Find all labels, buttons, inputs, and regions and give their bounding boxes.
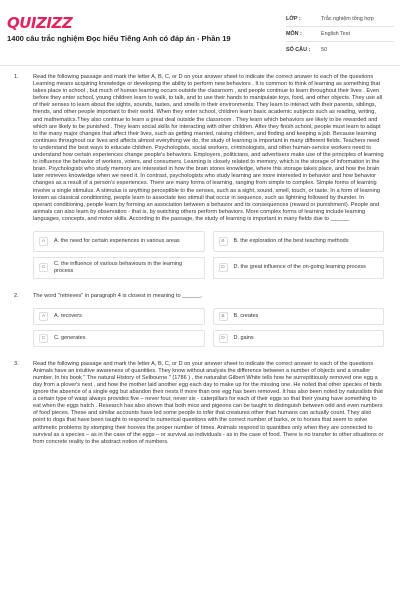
option-letter: B	[219, 237, 228, 246]
meta-row-subject	[286, 27, 394, 42]
option-b[interactable]	[213, 231, 385, 252]
option-letter: D	[219, 263, 228, 272]
question-3	[0, 361, 400, 446]
question-number: 2.	[14, 292, 19, 299]
meta-key: MÔN :	[286, 31, 302, 37]
question-text: Read the following passage and mark the letter A, B, C, or D on your answer sheet to indicate the correct answer to each of the questions Animals have an intuitive awareness of quantities. They know without analysis the difference between a number of objects and a smaller number. In his book " The natural History of Selbourne " (1786 ) , the naturalist Gilbert White tells how he surreptitiously removed one egg a day from a plover's nest , and how the mother laid another egg each day to make up for the missing one. He noted that other species of birds ignore the absence of a single egg but abandon their nests if more than one egg has been removed. It has also been noted by naturalists that a certain type of wasp always provides five – never four, never six - caterpillars for each of their eggs so that their young have something to eat when the eggs hatch . Research has also shown that both mice and pigeons can be taught to distinguish between odd and even numbers of food pieces. These and similar accounts have led some people to infer that creatures other than humans can actually count. They also point to dogs that have been taught to respond to numerical questions with the correct number of barks, or to horses that seem to solve arithmetic problems by stomping their hooves the proper number of times. Animals respond to quantities only when they are connected to survival as a species – as in the case of the eggs – or survival as individuals - as in the case of food. There is no transfer to other situations or from concrete reality to the abstract notion of numbers.	[33, 360, 384, 445]
option-text: D. the great influence of the on-going learning process	[233, 264, 366, 271]
option-letter: C	[39, 334, 48, 343]
option-text: B. creates	[233, 312, 259, 319]
question-number: 3.	[14, 360, 19, 367]
question-text: Read the following passage and mark the letter A, B, C, or D on your answer sheet to indicate the correct answer to each of the questions Learning means acquiring knowledge or developing the ability to perform new behaviors . It is common to think of learning as something that takes place in school , but much of human learning occurs outside the classroom , and people continue to learn throughout their lives . Even before they enter school, young children learn to walk, to talk, and to use their hands to manipulate toys, food, and other objects. They use all of their senses to learn about the sights, sounds, tastes, and smells in their environments. They learn to interact with their parents, siblings, friends, and other people important to their world. When they enter school, children learn basic academic subjects such as reading, writing, and mathematics.They also continue to learn a great deal outside the classroom . They learn which behaviors are likely to be rewarded and which are likely to be punished . They learn social skills for interacting with other children. After they finish school, people must learn to adapt to the many major changes that affect their lives, such as getting married, raising children, and finding and keeping a job. Because learning continues throughout our lives and affects almost everything we do, the study of learning is important in many different fields. Teachers need to understand the best ways to educate children. Psychologists, social workers, criminologists, and other human-service workers need to understand how certain experiences change people's behaviors. Employers, politicians, and advertisers make use of the principles of learning to influence the behavior of workers, voters, and consumers. Learning is closely related to memory, which is the storage of information in the brain. Psychologists who study memory are interested in how the brain stores knowledge, where this storage takes place, and how the brain later retrieves knowledge when we need it. In contrast, psychologists who study learning are more interested in behavior and how behavior changes as a result of a person's experiences. There are many forms of learning, ranging from simple to complex. Simple forms of learning involve a single stimulus. A stimulus is anything perceptible to the senses, such as a sight, sound, smell, touch, or taste. In a form of learning known as classical conditioning, people learn to associate two stimuli that occur in sequence, such as lightning followed by thunder. In operant conditioning, people learn by forming an association between a behavior and its consequences (reward or punishment). People and animals can also learn by observation - that is, by watching others perform behaviors. More complex forms of learning include learning languages, concepts, and motor skills. According to the passage, the study of learning is important in many fields due to ______	[33, 74, 384, 222]
option-text: C. generates	[54, 334, 86, 341]
meta-value: 50	[321, 46, 327, 53]
option-letter: A	[39, 312, 48, 321]
question-list	[0, 74, 400, 446]
question-number: 1.	[14, 74, 19, 80]
option-letter: C	[39, 263, 48, 272]
quizizz-logo: QUIZIZZ	[7, 14, 73, 32]
option-letter: A	[39, 237, 48, 246]
meta-key: SỐ CÂU :	[286, 46, 311, 53]
question-2	[0, 293, 400, 347]
option-d[interactable]	[213, 257, 385, 279]
question-text: The word "retrieves" in paragraph 4 is closest in meaning to ______.	[33, 292, 203, 299]
option-text: A. recovers	[54, 312, 82, 319]
option-d[interactable]	[213, 330, 385, 347]
meta-row-class	[286, 12, 394, 27]
option-c[interactable]	[33, 330, 205, 347]
option-letter: D	[219, 334, 228, 343]
option-c[interactable]	[33, 257, 205, 279]
option-text: C. the influence of various behaviours in the learning process	[54, 260, 183, 274]
question-1	[0, 74, 400, 279]
meta-row-count	[286, 42, 394, 57]
meta-value: Trắc nghiệm tổng hợp	[321, 16, 374, 22]
option-text: D. gains	[233, 334, 254, 341]
option-b[interactable]	[213, 308, 385, 325]
meta-key: LỚP :	[286, 16, 301, 22]
option-text: A. the need for certain experiences in various areas	[54, 238, 180, 245]
page-title: 1400 câu trắc nghiệm Đọc hiểu Tiếng Anh có đáp án - Phần 19	[7, 34, 231, 43]
option-text: B. the exploration of the best teaching methods	[233, 238, 349, 245]
option-letter: B	[219, 312, 228, 321]
answer-options	[33, 308, 384, 347]
option-a[interactable]	[33, 308, 205, 325]
option-a[interactable]	[33, 231, 205, 252]
answer-options	[33, 231, 384, 279]
meta-value: English Test	[321, 31, 350, 37]
meta-table	[286, 12, 394, 57]
page-header	[0, 0, 400, 66]
